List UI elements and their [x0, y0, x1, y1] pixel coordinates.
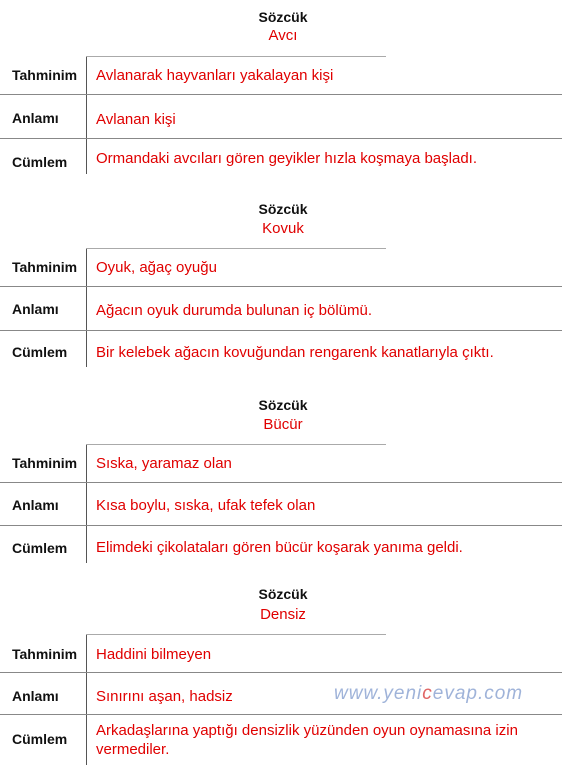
row-divider [0, 672, 562, 673]
row-label-cumlem: Cümlem [12, 540, 68, 556]
row-value-anlami: Avlanan kişi [96, 111, 176, 128]
row-label-anlami: Anlamı [12, 110, 59, 126]
row-label-anlami: Anlamı [12, 301, 59, 317]
row-value-tahminim: Avlanarak hayvanları yakalayan kişi [96, 67, 334, 84]
row-label-tahminim: Tahminim [12, 646, 78, 662]
row-value-anlami: Ağacın oyuk durumda bulunan iç bölümü. [96, 302, 373, 319]
row-label-anlami: Anlamı [12, 497, 59, 513]
top-divider [86, 634, 386, 635]
row-divider [0, 482, 562, 483]
row-value-cumlem: Elimdeki çikolataları gören bücür koşarak yanıma geldi. [96, 539, 463, 556]
row-label-tahminim: Tahminim [12, 455, 78, 471]
row-label-cumlem: Cümlem [12, 731, 68, 747]
column-divider [86, 445, 87, 563]
row-value-cumlem: Ormandaki avcıları gören geyikler hızla koşmaya başladı. [96, 150, 478, 167]
row-label-cumlem: Cümlem [12, 344, 68, 360]
watermark-text-post: evap.com [432, 683, 524, 704]
top-divider [86, 56, 386, 57]
section-heading: Sözcük [258, 9, 308, 25]
row-label-tahminim: Tahminim [12, 67, 78, 83]
row-divider [0, 138, 562, 139]
row-value-anlami: Kısa boylu, sıska, ufak tefek olan [96, 497, 316, 514]
row-label-anlami: Anlamı [12, 688, 59, 704]
site-watermark [334, 683, 523, 705]
row-value-cumlem: Bir kelebek ağacın kovuğundan rengarenk kanatlarıyla çıktı. [96, 344, 494, 361]
top-divider [86, 248, 386, 249]
row-divider [0, 714, 562, 715]
section-heading: Sözcük [258, 586, 308, 602]
watermark-text-highlight: c [422, 683, 433, 704]
top-divider [86, 444, 386, 445]
section-word: Bücür [263, 416, 303, 433]
section-word: Avcı [268, 27, 298, 44]
row-value-tahminim: Haddini bilmeyen [96, 646, 212, 663]
row-label-cumlem: Cümlem [12, 154, 68, 170]
row-value-tahminim: Oyuk, ağaç oyuğu [96, 259, 217, 276]
row-value-anlami: Sınırını aşan, hadsiz [96, 688, 233, 705]
column-divider [86, 635, 87, 765]
section-word: Kovuk [262, 220, 304, 237]
row-value-cumlem: Arkadaşlarına yaptığı densizlik yüzünden oyun oynamasına izin vermediler. [96, 722, 518, 758]
watermark-text-pre: www.yeni [334, 683, 423, 704]
row-divider [0, 286, 562, 287]
row-value-tahminim: Sıska, yaramaz olan [96, 455, 232, 472]
row-divider [0, 94, 562, 95]
section-word: Densiz [260, 606, 306, 623]
column-divider [86, 57, 87, 174]
row-divider [0, 525, 562, 526]
section-heading: Sözcük [258, 201, 308, 217]
column-divider [86, 249, 87, 367]
row-divider [0, 330, 562, 331]
row-label-tahminim: Tahminim [12, 259, 78, 275]
section-heading: Sözcük [258, 397, 308, 413]
